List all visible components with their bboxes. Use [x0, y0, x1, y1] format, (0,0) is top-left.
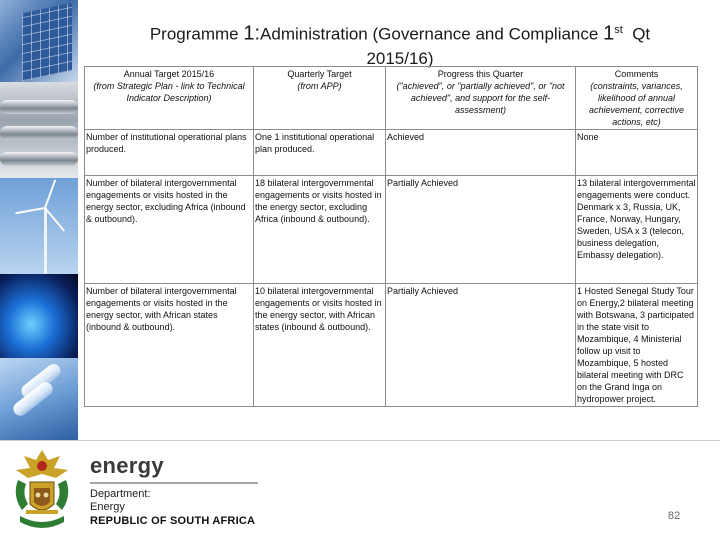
department-brand [90, 454, 258, 528]
cell-annual-target: Number of bilateral intergovernmental engagements or visits hosted in the energy sector, excluding Africa (inbound & outbound). [85, 176, 254, 284]
brand-wordmark: energy [90, 453, 164, 478]
coat-of-arms-icon [8, 446, 76, 534]
page-number: 82 [667, 510, 681, 522]
country-name: REPUBLIC OF SOUTH AFRICA [90, 515, 256, 527]
gas-flame-photo [0, 274, 78, 358]
cell-progress: Achieved [386, 130, 576, 176]
pipeline-photo [0, 82, 78, 178]
cell-annual-target: Number of institutional operational plans produced. [85, 130, 254, 176]
footer [0, 440, 720, 540]
decorative-photo-strip [0, 0, 78, 440]
wind-turbine-photo [0, 178, 78, 274]
cell-quarterly-target: One 1 institutional operational plan produced. [254, 130, 386, 176]
department-label: Department: [90, 488, 151, 500]
table-row [85, 176, 698, 284]
table-header-row [85, 67, 698, 130]
cell-quarterly-target: 18 bilateral intergovernmental engagements or visits hosted in the energy sector, excluding Africa (inbound & outbound). [254, 176, 386, 284]
cell-comments: 1 Hosted Senegal Study Tour on Energy,2 bilateral meeting with Botswana, 3 participated in the state visit to Mozambique, 4 Ministerial follow up visit to Mozambique, 5 hosted bilateral meeting with DRC on the Grand Inga on hydropower project. [576, 284, 698, 407]
cell-progress: Partially Achieved [386, 176, 576, 284]
cell-comments: None [576, 130, 698, 176]
header-quarterly-target: Quarterly Target (from APP) [254, 67, 386, 130]
department-name: Energy [90, 501, 125, 513]
cell-quarterly-target: 10 bilateral intergovernmental engagements or visits hosted in the energy sector, with African states (inbound & outbound). [254, 284, 386, 407]
cell-progress: Partially Achieved [386, 284, 576, 407]
table-row [85, 130, 698, 176]
header-progress: Progress this Quarter ("achieved", or "partially achieved", or "not achieved", and support for the self-assessment) [386, 67, 576, 130]
solar-panel-photo [0, 0, 78, 82]
progress-table [84, 66, 698, 407]
page-title: Programme 1:Administration (Governance and Compliance 1st Qt 2015/16) [149, 22, 651, 68]
energy-bulb-photo [0, 358, 78, 440]
cell-comments: 13 bilateral intergovernmental engagements were conduct. Denmark x 3, Russia, UK, France, Norway, Hungary, Sweden, USA x 3 (telecon, business delegation, Embassy delegation). [576, 176, 698, 284]
header-annual-target: Annual Target 2015/16 (from Strategic Plan - link to Technical Indicator Description) [85, 67, 254, 130]
header-comments: Comments (constraints, variances, likelihood of annual achievement, corrective actions, etc) [576, 67, 698, 130]
table-row [85, 284, 698, 407]
cell-annual-target: Number of bilateral intergovernmental engagements or visits hosted in the energy sector, with African states (inbound & outbound). [85, 284, 254, 407]
